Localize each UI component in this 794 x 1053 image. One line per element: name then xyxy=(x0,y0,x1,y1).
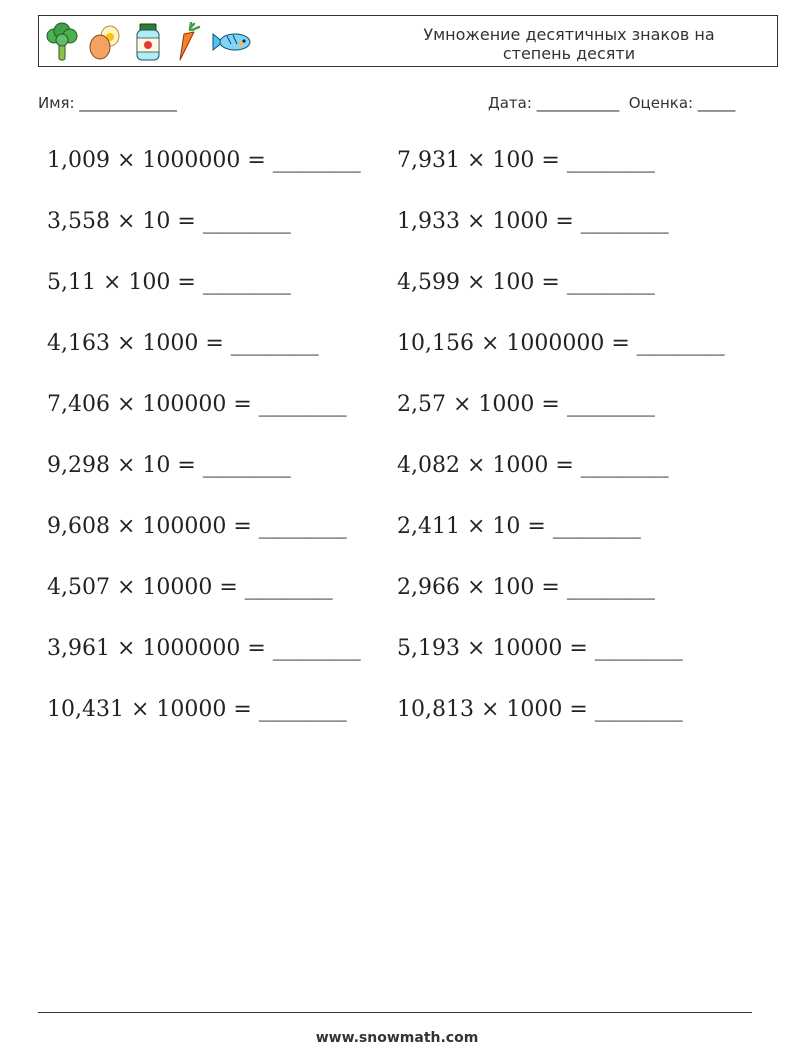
date-blank: ___________ xyxy=(536,94,620,112)
header-icons xyxy=(45,22,253,62)
name-blank: _____________ xyxy=(79,94,177,112)
problem-left-8: 4,507 × 10000 = ________ xyxy=(47,575,333,600)
problem-left-6: 9,298 × 10 = ________ xyxy=(47,453,291,478)
problem-left-2: 3,558 × 10 = ________ xyxy=(47,209,291,234)
carrot-icon xyxy=(172,22,202,62)
problem-left-3: 5,11 × 100 = ________ xyxy=(47,270,291,295)
date-grade-fields xyxy=(488,94,735,112)
jar-icon xyxy=(133,22,163,62)
problem-left-4: 4,163 × 1000 = ________ xyxy=(47,331,319,356)
footer-divider xyxy=(38,1012,752,1013)
problem-right-2: 1,933 × 1000 = ________ xyxy=(397,209,669,234)
footer-site: www.snowmath.com xyxy=(315,1030,479,1046)
problem-right-9: 5,193 × 10000 = ________ xyxy=(397,636,683,661)
problem-right-8: 2,966 × 100 = ________ xyxy=(397,575,655,600)
name-field xyxy=(38,94,177,112)
title-line-2: степень десяти xyxy=(502,44,636,63)
title-line-1: Умножение десятичных знаков на xyxy=(423,25,715,44)
eggs-icon xyxy=(88,22,124,62)
problem-left-7: 9,608 × 100000 = ________ xyxy=(47,514,347,539)
grade-blank: _____ xyxy=(697,94,736,112)
problem-right-10: 10,813 × 1000 = ________ xyxy=(397,697,683,722)
problem-right-1: 7,931 × 100 = ________ xyxy=(397,148,655,173)
problem-left-10: 10,431 × 10000 = ________ xyxy=(47,697,347,722)
problem-right-7: 2,411 × 10 = ________ xyxy=(397,514,641,539)
problem-right-5: 2,57 × 1000 = ________ xyxy=(397,392,655,417)
broccoli-icon xyxy=(45,22,79,62)
problem-left-9: 3,961 × 1000000 = ________ xyxy=(47,636,361,661)
fish-icon xyxy=(211,22,253,62)
date-label: Дата: xyxy=(488,94,532,112)
problem-right-3: 4,599 × 100 = ________ xyxy=(397,270,655,295)
problem-right-4: 10,156 × 1000000 = ________ xyxy=(397,331,725,356)
problem-left-5: 7,406 × 100000 = ________ xyxy=(47,392,347,417)
problem-left-1: 1,009 × 1000000 = ________ xyxy=(47,148,361,173)
grade-label: Оценка: xyxy=(628,94,694,112)
problem-right-6: 4,082 × 1000 = ________ xyxy=(397,453,669,478)
header-box xyxy=(38,15,778,67)
worksheet-title xyxy=(399,25,739,63)
name-label: Имя: xyxy=(38,94,75,112)
